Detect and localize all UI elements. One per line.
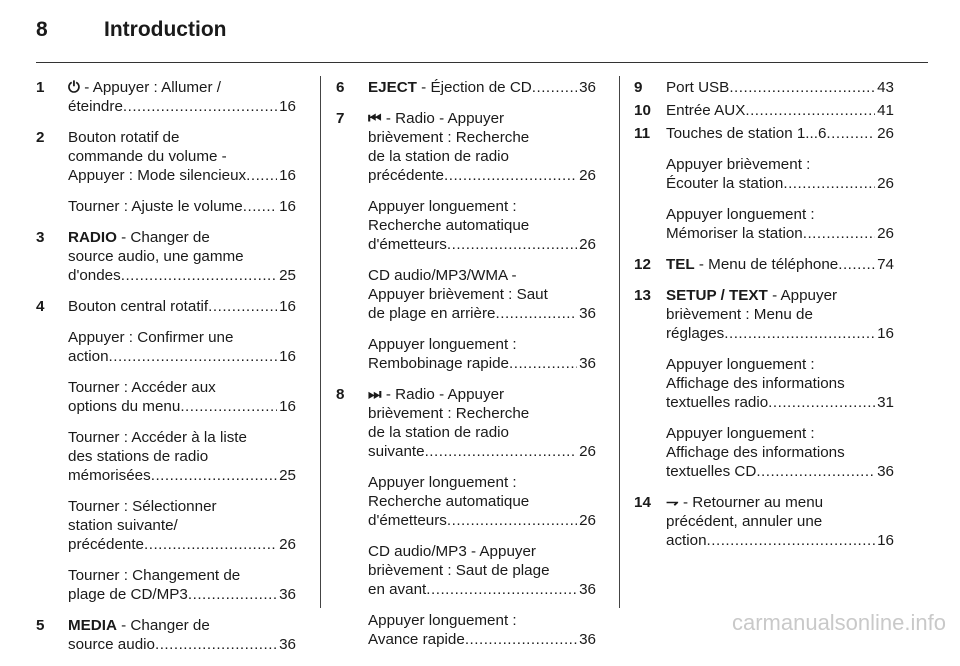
item-text: Tourner : Ajuste le volume [68,198,243,215]
item-text: brièvement : Saut de plage [368,562,550,579]
next-track-icon: ⏭ [368,386,382,403]
item-number: 11 [634,125,651,142]
item-text: d'émetteurs [368,512,447,529]
item-text: d'émetteurs [368,236,447,253]
item-text: des stations de radio [68,448,209,465]
item-text: Rembobinage rapide [368,355,510,372]
item-10 [634,101,894,120]
item-text: source audio, une gamme [68,248,244,265]
previous-track-icon: ⏮ [368,110,382,127]
page-ref: 26 [579,236,596,253]
item-text: CD audio/MP3 - Appuyer [368,543,536,560]
item-text: Écouter la station [666,175,784,192]
item-text: éteindre [68,98,123,115]
item-8 [336,385,596,649]
page-ref: 43 [877,79,894,96]
page-ref: 26 [579,167,596,184]
page-ref: 41 [877,102,894,119]
item-text: en avant [368,581,427,598]
item-text: Mémoriser la station [666,225,803,242]
page-ref: 36 [579,355,596,372]
item-5 [36,616,296,654]
item-text: source audio [68,636,155,653]
button-name: EJECT [368,79,417,96]
page-ref: 26 [877,175,894,192]
page-ref: 36 [579,79,596,96]
item-text: Appuyer brièvement : [666,156,811,173]
item-text: Appuyer longuement : [666,206,815,223]
page-ref: 26 [877,225,894,242]
item-text: précédente [368,167,444,184]
page-ref: 26 [579,512,596,529]
item-number: 2 [36,129,45,146]
button-name: MEDIA [68,617,117,634]
page-ref: 16 [279,198,296,215]
column-2 [336,78,596,661]
power-icon: ⏻ [68,79,81,96]
button-name: RADIO [68,229,117,246]
item-number: 7 [336,110,345,127]
item-text: options du menu [68,398,181,415]
column-1 [36,78,296,666]
item-number: 3 [36,229,45,246]
watermark: carmanualsonline.info [731,610,946,635]
item-text: brièvement : Menu de [666,306,813,323]
page-ref: 36 [877,463,894,480]
item-text: - Retourner au menu [678,494,824,511]
page-ref: 74 [877,256,894,273]
item-text: textuelles CD [666,463,757,480]
item-text: suivante [368,443,425,460]
column-divider [619,76,620,608]
item-text: Touches de station 1...6 [666,125,827,142]
item-text: de plage en arrière [368,305,496,322]
item-2 [36,128,296,216]
item-text: Appuyer longuement : [368,336,517,353]
page-ref: 16 [279,398,296,415]
item-text: Affichage des informations [666,375,845,392]
item-text: - Changer de [116,229,210,246]
item-text: Appuyer longuement : [666,356,815,373]
item-1 [36,78,296,116]
item-11 [634,124,894,243]
page-ref: 26 [579,443,596,460]
item-text: Bouton rotatif de [68,129,180,146]
item-text: de la station de radio [368,148,510,165]
page-ref: 31 [877,394,894,411]
page-ref: 26 [877,125,894,142]
button-name: SETUP / TEXT [666,287,768,304]
item-4 [36,297,296,604]
item-text: Appuyer longuement : [666,425,815,442]
item-text: Entrée AUX [666,102,746,119]
item-text: - Changer de [116,617,210,634]
item-number: 5 [36,617,45,634]
item-number: 14 [634,494,651,511]
page-ref: 16 [877,325,894,342]
item-text: brièvement : Recherche [368,405,530,422]
item-number: 4 [36,298,45,315]
item-text: textuelles radio [666,394,769,411]
column-3 [634,78,894,562]
item-text: Tourner : Accéder à la liste [68,429,247,446]
item-text: Tourner : Changement de [68,567,241,584]
item-text: Appuyer longuement : [368,198,517,215]
page-ref: 16 [279,298,296,315]
item-text: - Radio - Appuyer [381,110,505,127]
item-text: action [666,532,707,549]
item-number: 8 [336,386,345,403]
page-ref: 16 [279,348,296,365]
item-14 [634,493,894,550]
item-text: Recherche automatique [368,217,530,234]
item-text: Appuyer longuement : [368,474,517,491]
page-title: Introduction [104,18,227,41]
item-text: mémorisées [68,467,151,484]
item-12 [634,255,894,274]
item-text: Tourner : Accéder aux [68,379,216,396]
item-text: Avance rapide [368,631,465,648]
button-name: TEL [666,256,695,273]
item-text: réglages [666,325,725,342]
item-text: action [68,348,109,365]
page-ref: 36 [579,305,596,322]
back-arrow-icon: ⇁ [666,494,679,511]
item-number: 9 [634,79,643,96]
item-text: d'ondes [68,267,121,284]
item-text: CD audio/MP3/WMA - [368,267,517,284]
item-text: - Radio - Appuyer [381,386,505,403]
page-ref: 36 [279,586,296,603]
page-number: 8 [36,18,48,41]
item-text: Affichage des informations [666,444,845,461]
column-divider [320,76,321,608]
page-ref: 16 [279,167,296,184]
item-number: 1 [36,79,45,96]
item-text: Appuyer : Mode silencieux [68,167,247,184]
item-text: précédent, annuler une [666,513,823,530]
item-7 [336,109,596,373]
header-rule [36,62,928,63]
item-text: plage de CD/MP3 [68,586,188,603]
item-text: station suivante/ [68,517,178,534]
item-text: commande du volume - [68,148,227,165]
item-text: Bouton central rotatif [68,298,209,315]
page-ref: 36 [279,636,296,653]
item-number: 13 [634,287,651,304]
item-number: 12 [634,256,651,273]
page-ref: 16 [279,98,296,115]
item-number: 10 [634,102,651,119]
item-6 [336,78,596,97]
item-number: 6 [336,79,345,96]
item-text: Port USB [666,79,730,96]
page-ref: 25 [279,467,296,484]
item-text: brièvement : Recherche [368,129,530,146]
item-13 [634,286,894,481]
item-text: Appuyer longuement : [368,612,517,629]
item-text: - Éjection de CD [416,79,532,96]
page-ref: 25 [279,267,296,284]
item-text: précédente [68,536,144,553]
page-header [36,18,226,42]
item-text: - Appuyer : Allumer / [84,79,221,96]
item-text: Appuyer : Confirmer une [68,329,234,346]
page-ref: 36 [579,631,596,648]
item-text: - Menu de téléphone [694,256,839,273]
page-ref: 16 [877,532,894,549]
item-text: Tourner : Sélectionner [68,498,217,515]
item-text: - Appuyer [767,287,838,304]
item-text: Appuyer brièvement : Saut [368,286,548,303]
page-ref: 26 [279,536,296,553]
item-9 [634,78,894,97]
item-3 [36,228,296,285]
item-text: Recherche automatique [368,493,530,510]
page-ref: 36 [579,581,596,598]
item-text: de la station de radio [368,424,510,441]
